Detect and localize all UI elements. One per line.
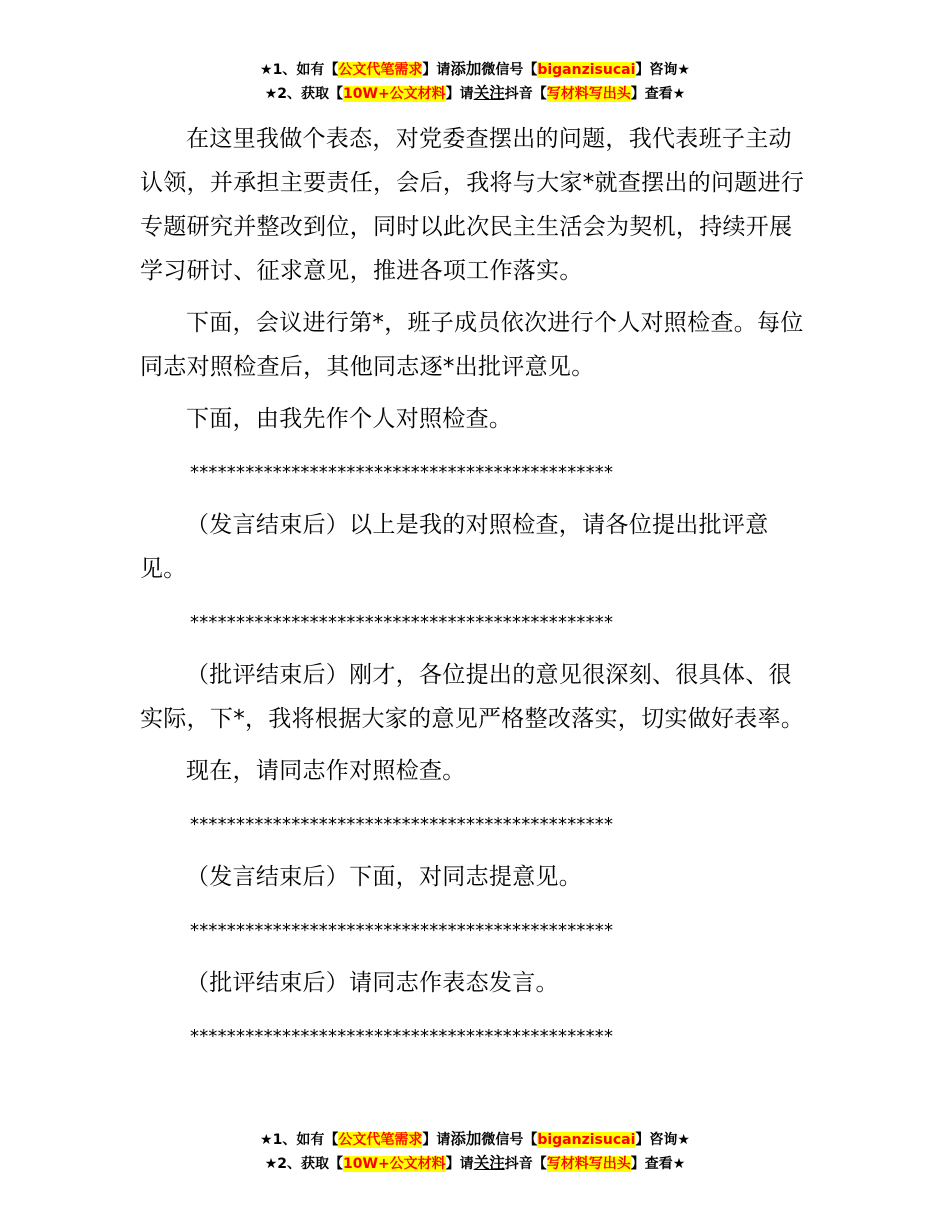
footer-banner (0, 1128, 950, 1176)
paragraph: （批评结束后）请同志作表态发言。 (186, 970, 559, 996)
banner-highlight: 公文代笔需求 (338, 62, 423, 78)
separator-line: ********************************************** (190, 814, 614, 835)
banner-line-1 (0, 58, 950, 82)
banner-text: ★2、获取【 (264, 1156, 344, 1172)
banner-highlight: 10W+公文材料 (343, 1156, 446, 1172)
banner-highlight: biganzisucai (537, 62, 636, 78)
banner-highlight: 公文代笔需求 (338, 1132, 423, 1148)
banner-text: 抖音【 (504, 86, 547, 102)
paragraph: （发言结束后）以上是我的对照检查，请各位提出批评意见。 (140, 512, 769, 582)
banner-text: 微信号【 (481, 1132, 538, 1148)
paragraph: 现在，请同志作对照检查。 (186, 758, 466, 784)
banner-text: 】咨询★ (635, 62, 690, 78)
banner-line-2 (0, 82, 950, 106)
banner-line-1 (0, 1128, 950, 1152)
separator-line: ********************************************** (190, 1026, 614, 1047)
banner-text: 】请 (422, 1132, 451, 1148)
banner-highlight: 写材料写出头 (546, 1156, 631, 1172)
banner-text: 】请 (445, 86, 474, 102)
banner-text: 微信号【 (481, 62, 538, 78)
banner-text: 】查看★ (630, 86, 686, 102)
banner-highlight: 写材料写出头 (546, 86, 631, 102)
separator-line: ********************************************** (190, 462, 614, 483)
header-banner (0, 58, 950, 106)
paragraph: （批评结束后）刚才，各位提出的意见很深刻、很具体、很实际，下*，我将根据大家的意见严格整改落实，切实做好表率。 (140, 662, 805, 732)
paragraph: （发言结束后）下面，对同志提意见。 (186, 864, 583, 890)
banner-highlight: biganzisucai (537, 1132, 636, 1148)
banner-highlight: 10W+公文材料 (343, 86, 446, 102)
banner-text: ★1、如有【 (260, 62, 339, 78)
banner-text: 】查看★ (630, 1156, 686, 1172)
banner-text: 】请 (422, 62, 451, 78)
banner-text: ★1、如有【 (260, 1132, 339, 1148)
separator-line: ********************************************** (190, 612, 614, 633)
banner-emphasis: 关注 (473, 84, 505, 102)
banner-text: 抖音【 (504, 1156, 547, 1172)
banner-emphasis: 添加 (450, 1130, 482, 1148)
banner-line-2 (0, 1152, 950, 1176)
banner-emphasis: 添加 (450, 60, 482, 78)
document-body (140, 117, 812, 1059)
separator-line: ********************************************** (190, 920, 614, 941)
banner-text: ★2、获取【 (264, 86, 344, 102)
banner-text: 】咨询★ (635, 1132, 690, 1148)
paragraph: 下面，会议进行第*，班子成员依次进行个人对照检查。每位同志对照检查后，其他同志逐*出批评意见。 (140, 310, 804, 380)
banner-text: 】请 (445, 1156, 474, 1172)
banner-emphasis: 关注 (473, 1154, 505, 1172)
paragraph: 在这里我做个表态，对党委查摆出的问题，我代表班子主动认领，并承担主要责任，会后，我将与大家*就查摆出的问题进行专题研究并整改到位，同时以此次民主生活会为契机，持续开展学习研讨、征求意见，推进各项工作落实。 (140, 126, 805, 284)
paragraph: 下面，由我先作个人对照检查。 (186, 406, 513, 432)
